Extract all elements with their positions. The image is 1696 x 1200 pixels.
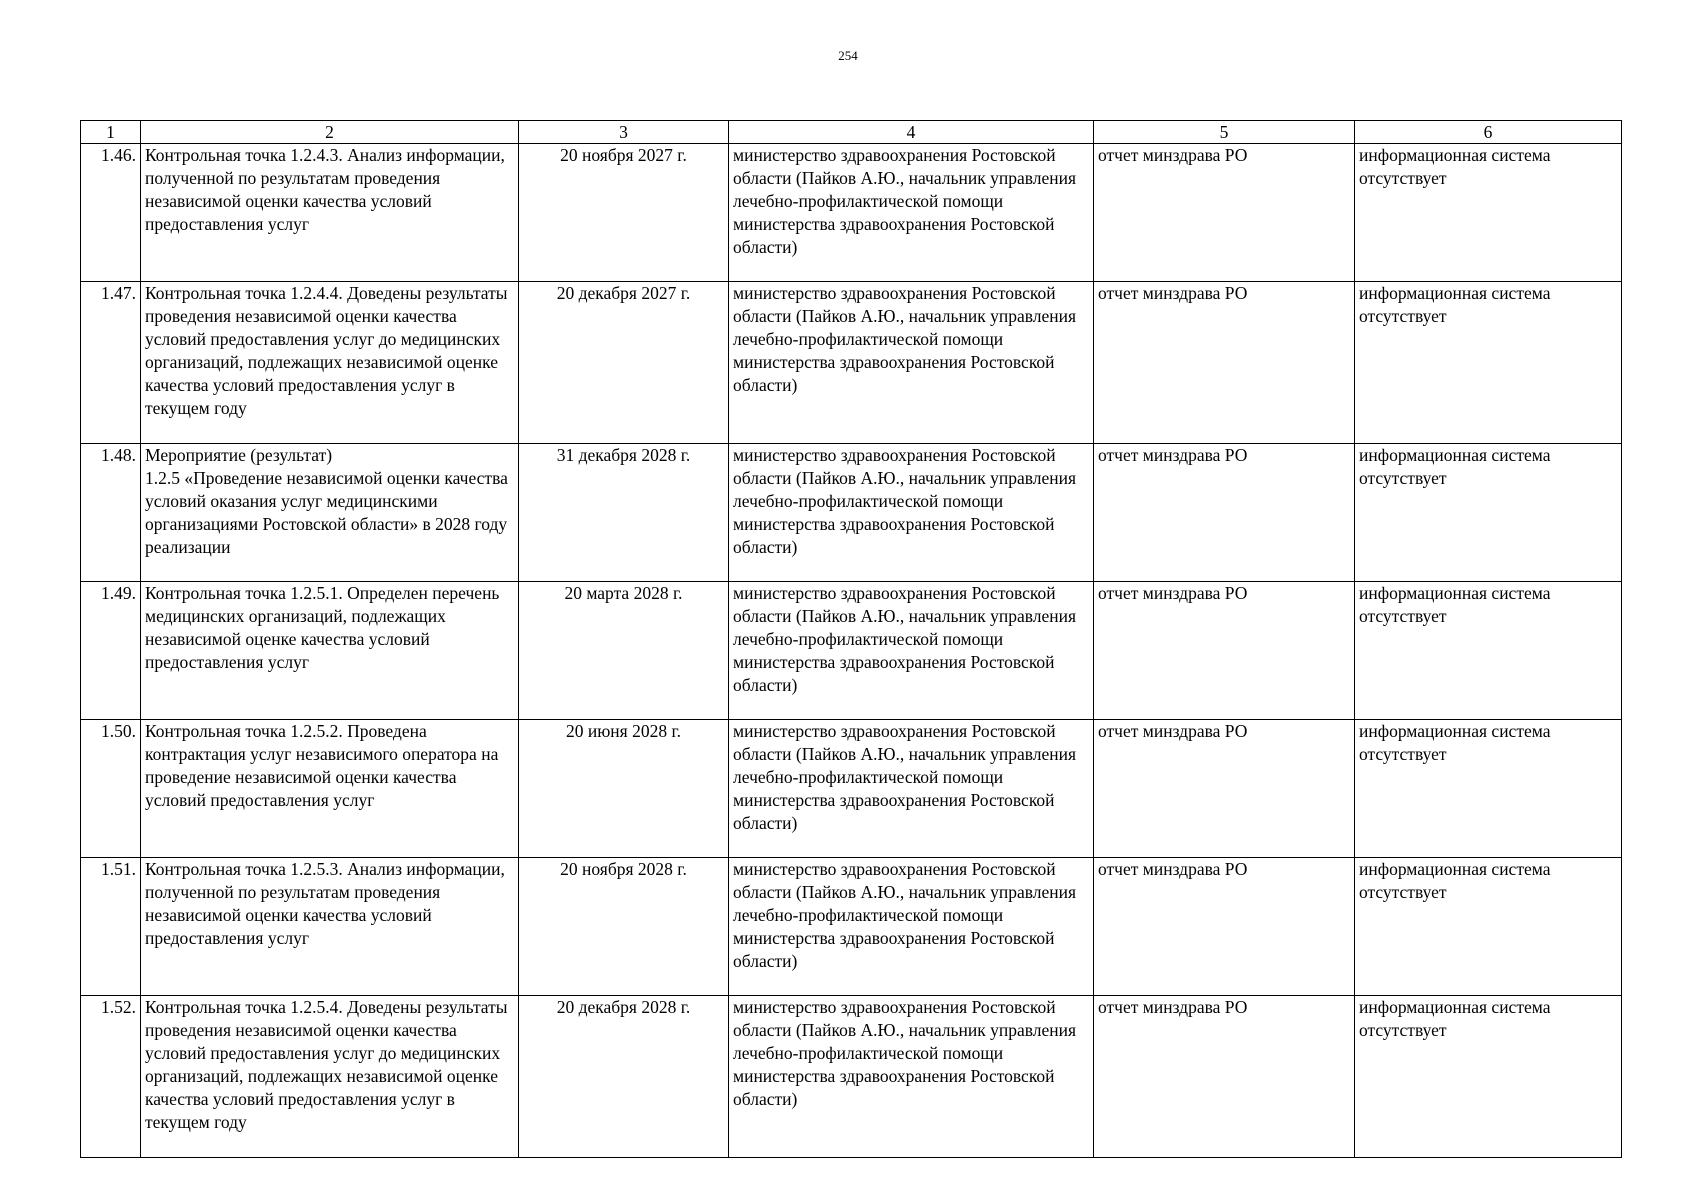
event-name: Контрольная точка 1.2.4.4. Доведены результаты проведения независимой оценки качества условий предоставления услуг до медицинских организаций, подлежащих независимой оценке качества условий предоставления услуг в текущем году: [141, 282, 519, 444]
event-name: Мероприятие (результат) 1.2.5 «Проведение независимой оценки качества условий оказания услуг медицинскими организациями Ростовской области» в 2028 году реализации: [141, 444, 519, 582]
row-number: 1.46.: [81, 144, 141, 282]
responsible: министерство здравоохранения Ростовской области (Пайков А.Ю., начальник управления лечебно-профилактической помощи министерства здравоохранения Ростовской области): [729, 720, 1094, 858]
schedule-table: [80, 120, 1622, 1158]
event-name: Контрольная точка 1.2.5.2. Проведена контрактация услуг независимого оператора на проведение независимой оценки качества условий предоставления услуг: [141, 720, 519, 858]
row-number: 1.51.: [81, 858, 141, 996]
column-header-2: 2: [141, 121, 519, 144]
responsible: министерство здравоохранения Ростовской области (Пайков А.Ю., начальник управления лечебно-профилактической помощи министерства здравоохранения Ростовской области): [729, 996, 1094, 1158]
information-system: информационная система отсутствует: [1355, 582, 1622, 720]
responsible: министерство здравоохранения Ростовской области (Пайков А.Ю., начальник управления лечебно-профилактической помощи министерства здравоохранения Ростовской области): [729, 858, 1094, 996]
table-row: [81, 720, 1622, 858]
information-system: информационная система отсутствует: [1355, 996, 1622, 1158]
document: отчет минздрава РО: [1094, 144, 1355, 282]
event-date: 20 марта 2028 г.: [519, 582, 729, 720]
event-name: Контрольная точка 1.2.5.4. Доведены результаты проведения независимой оценки качества условий предоставления услуг до медицинских организаций, подлежащих независимой оценке качества условий предоставления услуг в текущем году: [141, 996, 519, 1158]
column-header-6: 6: [1355, 121, 1622, 144]
event-date: 20 ноября 2028 г.: [519, 858, 729, 996]
information-system: информационная система отсутствует: [1355, 858, 1622, 996]
document: отчет минздрава РО: [1094, 282, 1355, 444]
event-date: 20 июня 2028 г.: [519, 720, 729, 858]
information-system: информационная система отсутствует: [1355, 444, 1622, 582]
responsible: министерство здравоохранения Ростовской области (Пайков А.Ю., начальник управления лечебно-профилактической помощи министерства здравоохранения Ростовской области): [729, 144, 1094, 282]
information-system: информационная система отсутствует: [1355, 282, 1622, 444]
column-header-5: 5: [1094, 121, 1355, 144]
page-number: 254: [838, 48, 858, 63]
event-name: Контрольная точка 1.2.5.1. Определен перечень медицинских организаций, подлежащих независимой оценке качества условий предоставления услуг: [141, 582, 519, 720]
responsible: министерство здравоохранения Ростовской области (Пайков А.Ю., начальник управления лечебно-профилактической помощи министерства здравоохранения Ростовской области): [729, 444, 1094, 582]
column-header-1: 1: [81, 121, 141, 144]
event-date: 31 декабря 2028 г.: [519, 444, 729, 582]
information-system: информационная система отсутствует: [1355, 720, 1622, 858]
table-row: [81, 858, 1622, 996]
document: отчет минздрава РО: [1094, 444, 1355, 582]
event-date: 20 декабря 2028 г.: [519, 996, 729, 1158]
information-system: информационная система отсутствует: [1355, 144, 1622, 282]
document: отчет минздрава РО: [1094, 720, 1355, 858]
responsible: министерство здравоохранения Ростовской области (Пайков А.Ю., начальник управления лечебно-профилактической помощи министерства здравоохранения Ростовской области): [729, 582, 1094, 720]
document: отчет минздрава РО: [1094, 858, 1355, 996]
table-row: [81, 996, 1622, 1158]
event-date: 20 ноября 2027 г.: [519, 144, 729, 282]
event-date: 20 декабря 2027 г.: [519, 282, 729, 444]
table-row: [81, 444, 1622, 582]
document: отчет минздрава РО: [1094, 582, 1355, 720]
responsible: министерство здравоохранения Ростовской области (Пайков А.Ю., начальник управления лечебно-профилактической помощи министерства здравоохранения Ростовской области): [729, 282, 1094, 444]
event-name: Контрольная точка 1.2.4.3. Анализ информации, полученной по результатам проведения независимой оценки качества условий предоставления услуг: [141, 144, 519, 282]
row-number: 1.48.: [81, 444, 141, 582]
row-number: 1.52.: [81, 996, 141, 1158]
table-row: [81, 582, 1622, 720]
table-row: [81, 282, 1622, 444]
row-number: 1.47.: [81, 282, 141, 444]
column-header-4: 4: [729, 121, 1094, 144]
row-number: 1.50.: [81, 720, 141, 858]
column-header-3: 3: [519, 121, 729, 144]
table-row: [81, 144, 1622, 282]
document: отчет минздрава РО: [1094, 996, 1355, 1158]
event-name: Контрольная точка 1.2.5.3. Анализ информации, полученной по результатам проведения независимой оценки качества условий предоставления услуг: [141, 858, 519, 996]
header-row: [81, 121, 1622, 144]
row-number: 1.49.: [81, 582, 141, 720]
